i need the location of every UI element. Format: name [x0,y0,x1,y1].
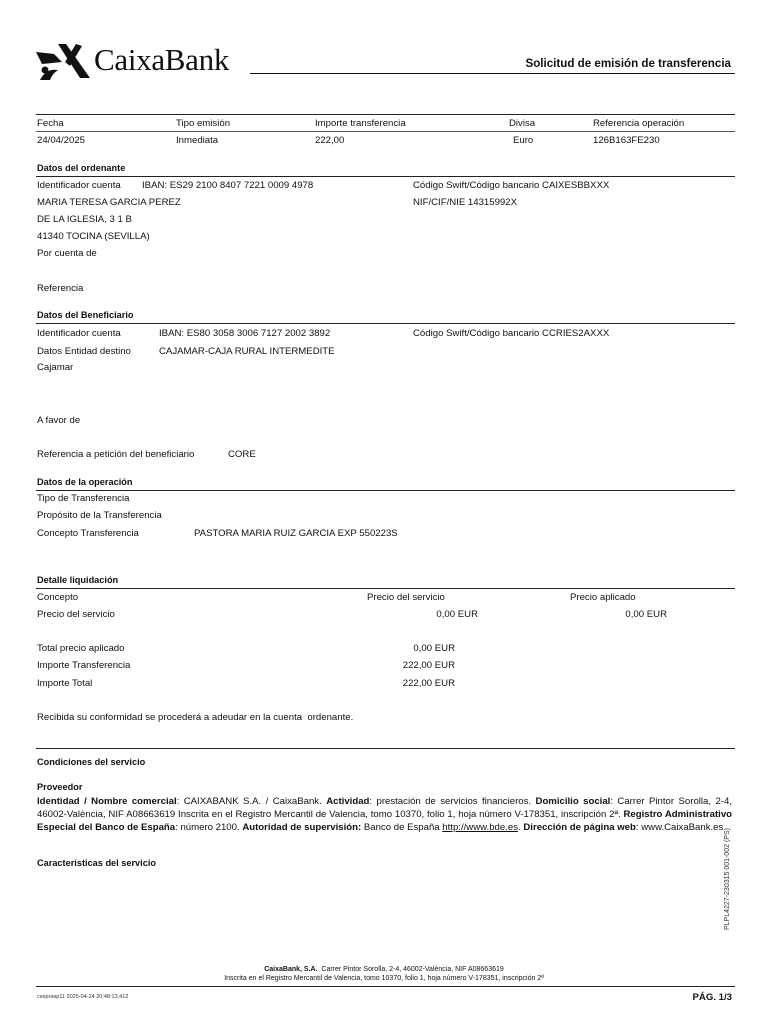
liq-importe-value: 222,00 EUR [402,660,455,671]
liq-importe-label: Importe Transferencia [37,660,131,671]
ordenante-name: MARIA TERESA GARCIA PEREZ [37,197,181,208]
beneficiario-swift: Código Swift/Código bancario CCRIES2AXXX [413,328,610,339]
document-title: Solicitud de emisión de transferencia [525,57,731,70]
summary-header-fecha: Fecha [37,118,64,129]
registro-value: : número 2100. [175,822,240,833]
divider [36,490,735,491]
liq-importe-total-label: Importe Total [37,678,93,689]
direccion-label: Dirección de página web [523,822,636,833]
ordenante-swift: Código Swift/Código bancario CAIXESBBXXX [413,180,610,191]
section-liquidacion-title: Detalle liquidación [37,575,119,585]
autoridad-value: Banco de España [361,822,440,833]
footer-divider [36,986,735,987]
ordenante-referencia-label: Referencia [37,283,84,294]
summary-header-divisa: Divisa [509,118,536,129]
divider [36,748,735,749]
caracteristicas-title: Características del servicio [37,858,156,868]
beneficiario-ref-label: Referencia a petición del beneficiario [37,449,195,460]
beneficiario-entidad-label: Datos Entidad destino [37,346,131,357]
liq-total-value: 0,00 EUR [413,643,455,654]
divider [36,323,735,324]
identidad-label: Identidad / Nombre comercial [37,796,177,807]
operacion-concepto-label: Concepto Transferencia [37,528,139,539]
side-code: PLPL4227-230315 001-002 (PS) [724,828,731,930]
liq-row-label: Precio del servicio [37,609,115,620]
beneficiario-id-label: Identificador cuenta [37,328,121,339]
proveedor-paragraph: Identidad / Nombre comercial: CAIXABANK S.A. / CaixaBank. Actividad: prestación de servicios financieros. Domicilio social: Carrer Pintor Sorolla, 2-4, 46002-València, NIF A08663619 Inscrita en el Registro Mercantil de Valencia, tomo 10370, folio 1, hoja número V-178351, inscripción 2ª. Registro Administrativo Especial del Banco de España: número 2100. Autoridad de supervisión: Banco de España http://www.bde.es. Dirección de página web: www.CaixaBank.es [37,796,733,833]
identidad-value: : CAIXABANK S.A. / CaixaBank. [176,796,322,807]
summary-tipo: Inmediata [176,135,219,146]
liq-importe-total-value: 222,00 EUR [402,678,455,689]
bde-link[interactable]: http://www.bde.es [442,822,519,833]
liq-col-concepto: Concepto [37,592,79,603]
section-operacion-title: Datos de la operación [37,477,133,487]
footer-registry: Inscrita en el Registro Mercantil de Valencia, tomo 10370, folio 1, hoja número V-178351, inscripción 2ª [224,975,544,982]
ordenante-por-cuenta-label: Por cuenta de [37,248,97,259]
liq-row-aplicado: 0,00 EUR [625,609,667,620]
autoridad-label: Autoridad de supervisión: [242,822,362,833]
section-ordenante-title: Datos del ordenante [37,163,126,173]
summary-header-referencia: Referencia operación [593,118,685,129]
operacion-proposito-label: Propósito de la Transferencia [37,510,162,521]
liq-col-precio-servicio: Precio del servicio [367,592,445,603]
ordenante-iban: IBAN: ES29 2100 8407 7221 0009 4978 [142,180,314,191]
header-rule [250,73,735,74]
summary-referencia: 126B163FE230 [593,135,660,146]
summary-divisa: Euro [513,135,534,146]
domicilio-value: : Carrer Pintor Sorolla, 2-4, 46002-València, NIF A08663619 Inscrita en el Registro Mercantil de Valencia, tomo 10370, folio 1, hoja número V-178351, inscripción 2ª. [37,796,732,820]
liq-total-label: Total precio aplicado [37,643,125,654]
ordenante-address-2: 41340 TOCINA (SEVILLA) [37,231,150,242]
summary-header-tipo: Tipo emisión [176,118,231,129]
summary-importe: 222,00 [315,135,345,146]
brand-name: CaixaBank [94,42,230,77]
summary-fecha: 24/04/2025 [37,135,86,146]
operacion-tipo-label: Tipo de Transferencia [37,493,130,504]
section-condiciones-title: Condiciones del servicio [37,757,146,767]
ordenante-address-1: DE LA IGLESIA, 3 1 B [37,214,132,225]
divider [36,131,735,132]
footer-address: Carrer Pintor Sorolla, 2-4, 46002-València, NIF A08663619 [321,966,504,973]
operacion-concepto-value: PASTORA MARIA RUIZ GARCIA EXP 550223S [194,528,398,539]
footer-company: CaixaBank, S.A. [264,966,318,973]
liq-col-precio-aplicado: Precio aplicado [570,592,636,603]
actividad-label: Actividad [326,796,370,807]
footer-line-1 [0,965,768,974]
ordenante-id-label: Identificador cuenta [37,180,121,191]
beneficiario-ref-value: CORE [228,449,256,460]
proveedor-title: Proveedor [37,782,83,792]
beneficiario-entidad-value: CAJAMAR-CAJA RURAL INTERMEDITE [159,346,335,357]
beneficiario-favor-label: A favor de [37,415,81,426]
section-beneficiario-title: Datos del Beneficiario [37,310,134,320]
divider [36,176,735,177]
registro-label: Registro Administrativo Especial del Banco de España [37,809,733,833]
summary-header-importe: Importe transferencia [315,118,406,129]
footer-timestamp: cesprasp11 2025-04-24 20:48:13,412 [37,994,129,1000]
domicilio-label: Domicilio social [535,796,611,807]
page-number: PÁG. 1/3 [692,992,732,1003]
actividad-value: : prestación de servicios financieros. [369,796,532,807]
caixabank-logo [36,40,236,82]
liq-row-servicio: 0,00 EUR [436,609,478,620]
beneficiario-entidad-line2: Cajamar [37,362,74,373]
liq-conformidad: Recibida su conformidad se procederá a adeudar en la cuenta ordenante. [37,712,354,723]
divider [36,114,735,115]
star-logo-icon [36,40,90,82]
divider [36,588,735,589]
beneficiario-iban: IBAN: ES80 3058 3006 7127 2002 3892 [159,328,331,339]
direccion-value: : www.CaixaBank.es [635,822,724,833]
ordenante-nif: NIF/CIF/NIE 14315992X [413,197,517,208]
